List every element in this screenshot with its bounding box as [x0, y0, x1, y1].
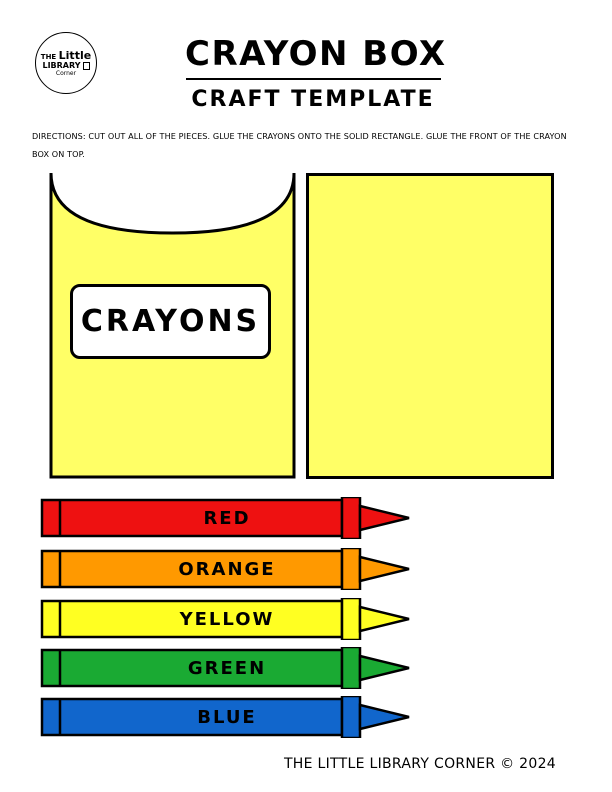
logo-corner: Corner: [55, 69, 77, 77]
page-title: CRAYON BOX: [185, 34, 447, 74]
directions-text: DIRECTIONS: CUT OUT ALL OF THE PIECES. GLUE THE CRAYONS ONTO THE SOLID RECTANGLE. GLUE THE FRONT OF THE CRAYON BOX ON TOP.: [32, 131, 567, 159]
crayon-red: [40, 497, 412, 539]
logo-the: THE: [40, 52, 57, 61]
crayon-label: BLUE: [197, 706, 257, 728]
title-underline: [186, 78, 441, 80]
logo-line-2: [42, 62, 89, 70]
crayon-label: YELLOW: [179, 608, 275, 630]
crayon-yellow: [40, 598, 412, 640]
crayons-label: CRAYONS: [70, 284, 271, 359]
copyright-footer: THE LITTLE LIBRARY CORNER © 2024: [283, 756, 556, 772]
crayon-label: RED: [203, 507, 251, 529]
page-subtitle: CRAFT TEMPLATE: [191, 87, 435, 112]
book-icon: [83, 62, 90, 70]
crayon-label: GREEN: [187, 657, 267, 679]
crayon-blue: [40, 696, 412, 738]
logo-line-1: [41, 50, 91, 61]
crayon-orange: [40, 548, 412, 590]
logo-library: LIBRARY: [42, 60, 81, 70]
crayon-label: ORANGE: [178, 558, 276, 580]
logo-little: Little: [58, 48, 92, 62]
brand-logo: [35, 32, 97, 94]
crayon-box-back: [306, 173, 554, 479]
crayon-green: [40, 647, 412, 689]
